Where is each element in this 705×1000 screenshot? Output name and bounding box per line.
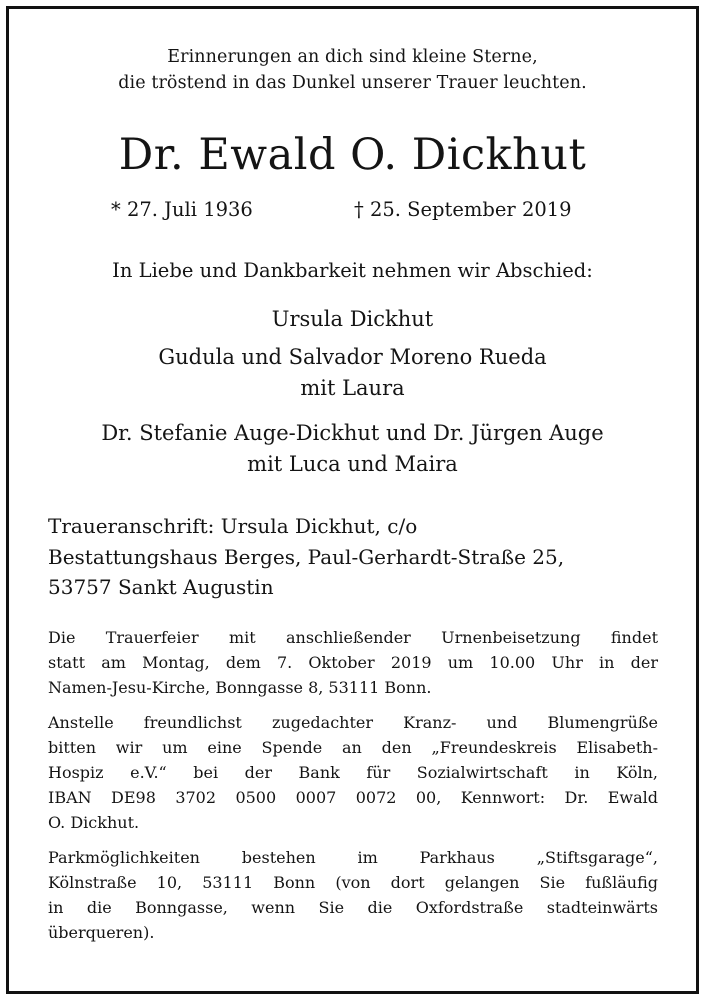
parking-paragraph: [48, 845, 658, 945]
quote-line: Erinnerungen an dich sind kleine Sterne,: [167, 47, 538, 67]
paragraph-line: Kölnstraße 10, 53111 Bonn (von dort gelangen Sie fußläufig: [48, 873, 658, 892]
paragraph-line: bitten wir um eine Spende an den „Freundeskreis Elisabeth-: [48, 738, 658, 757]
paragraph-line: Parkmöglichkeiten bestehen im Parkhaus „Stiftsgarage“,: [48, 848, 658, 867]
quote-line: die tröstend in das Dunkel unserer Trauer leuchten.: [118, 73, 587, 93]
deceased-name: Dr. Ewald O. Dickhut: [118, 130, 587, 180]
paragraph-line: statt am Montag, dem 7. Oktober 2019 um 10.00 Uhr in der: [48, 653, 658, 672]
mourner-entry: [0, 304, 705, 335]
mourner-line: mit Luca und Maira: [247, 452, 458, 476]
paragraph-line: IBAN DE98 3702 0500 0007 0072 00, Kennwort: Dr. Ewald: [48, 788, 658, 807]
paragraph-line: O. Dickhut.: [48, 813, 140, 832]
donation-paragraph: [48, 710, 658, 835]
death-date: † 25. September 2019: [354, 198, 572, 221]
mourning-address: [48, 511, 658, 603]
paragraph-line: überqueren).: [48, 923, 155, 942]
paragraph-line: Die Trauerfeier mit anschließender Urnenbeisetzung findet: [48, 628, 658, 647]
paragraph-line: in die Bonngasse, wenn Sie die Oxfordstraße stadteinwärts: [48, 898, 658, 917]
memorial-quote: [0, 44, 705, 96]
ceremony-paragraph: [48, 625, 658, 700]
address-line: Bestattungshaus Berges, Paul-Gerhardt-Straße 25,: [48, 544, 565, 569]
paragraph-line: Hospiz e.V.“ bei der Bank für Sozialwirtschaft in Köln,: [48, 763, 658, 782]
address-line: 53757 Sankt Augustin: [48, 575, 274, 599]
mourner-entry: [0, 418, 705, 480]
mourner-line: Dr. Stefanie Auge-Dickhut und Dr. Jürgen Auge: [101, 421, 604, 445]
mourner-line: Gudula und Salvador Moreno Rueda: [158, 345, 547, 369]
paragraph-line: Namen-Jesu-Kirche, Bonngasse 8, 53111 Bonn.: [48, 678, 432, 697]
birth-date: * 27. Juli 1936: [111, 198, 253, 221]
mourner-line: Ursula Dickhut: [271, 307, 434, 331]
mourner-line: mit Laura: [300, 376, 405, 400]
life-dates: [0, 198, 705, 228]
farewell-intro: In Liebe und Dankbarkeit nehmen wir Abschied:: [112, 259, 593, 282]
mourner-entry: [0, 342, 705, 404]
paragraph-line: Anstelle freundlichst zugedachter Kranz- und Blumengrüße: [48, 713, 658, 732]
address-line: Traueranschrift: Ursula Dickhut, c/o: [48, 514, 418, 538]
